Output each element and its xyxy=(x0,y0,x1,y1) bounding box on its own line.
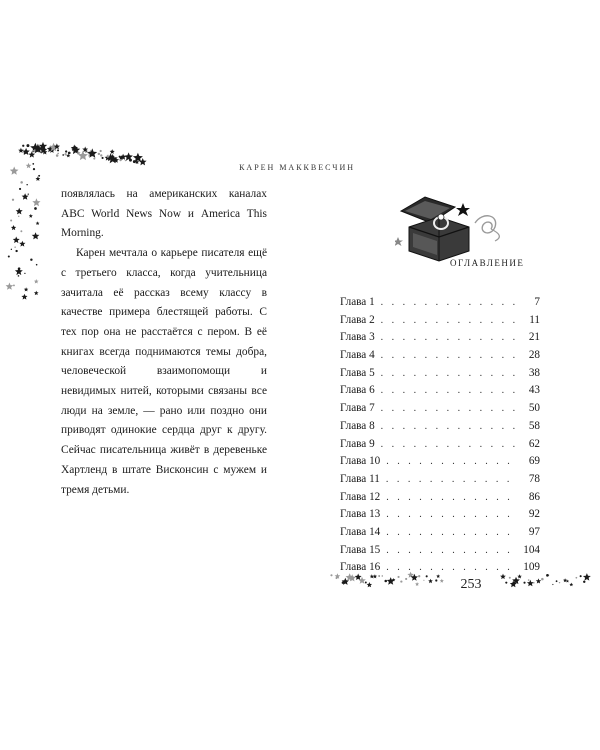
toc-page-number: 62 xyxy=(528,437,540,450)
toc-page-number: 97 xyxy=(528,525,540,538)
toc-chapter-label: Глава 16 xyxy=(340,561,381,574)
toc-page-number: 92 xyxy=(528,508,540,521)
star-icon xyxy=(527,580,534,587)
sparkle-dot xyxy=(400,580,402,582)
toc-chapter-label: Глава 15 xyxy=(340,543,381,556)
toc-chapter-label: Глава 2 xyxy=(340,313,375,326)
sparkle-dot xyxy=(575,577,577,579)
toc-chapter-label: Глава 11 xyxy=(340,472,380,485)
page-number: 253 xyxy=(460,577,482,592)
sparkle-dot xyxy=(505,582,507,584)
toc-page-number: 69 xyxy=(528,455,540,468)
star-icon xyxy=(536,578,541,583)
star-icon xyxy=(373,574,377,578)
sparkle-dot xyxy=(541,578,544,581)
toc-heading: ОГЛАВЛЕНИЕ xyxy=(450,258,525,268)
toc-page-number: 104 xyxy=(523,543,540,556)
sparkle-dot xyxy=(580,575,582,577)
toc-chapter-label: Глава 6 xyxy=(340,384,375,397)
star-icon xyxy=(583,573,591,581)
toc-page-number: 21 xyxy=(528,331,540,344)
toc-chapter-label: Глава 9 xyxy=(340,437,375,450)
star-icon xyxy=(367,582,373,587)
sparkle-dot xyxy=(435,579,437,581)
toc-page-number: 7 xyxy=(534,296,540,308)
star-icon xyxy=(436,574,440,578)
sparkle-dot xyxy=(552,584,553,585)
star-icon xyxy=(428,579,433,583)
sparkle-dot xyxy=(330,574,332,576)
sparkle-dot xyxy=(528,579,530,581)
toc-chapter-label: Глава 3 xyxy=(340,331,375,344)
star-icon xyxy=(355,574,362,581)
sparkle-dot xyxy=(523,582,525,584)
sparkle-dot xyxy=(423,580,424,581)
sparkle-dot xyxy=(397,576,399,578)
star-icon xyxy=(440,579,444,583)
star-icon xyxy=(517,574,522,578)
sparkle-dot xyxy=(426,575,428,577)
toc-page-number: 11 xyxy=(529,313,540,326)
toc-page-number: 86 xyxy=(528,490,540,503)
toc-chapter-label: Глава 4 xyxy=(340,349,375,362)
sparkle-dot xyxy=(583,581,585,583)
toc-page-number: 58 xyxy=(528,419,540,432)
sparkle-dot xyxy=(418,575,420,577)
toc-chapter-label: Глава 10 xyxy=(340,455,381,468)
running-head: КАРЕН МАККВЕСЧИН xyxy=(239,163,355,172)
toc-chapter-label: Глава 5 xyxy=(340,366,375,379)
bio-paragraph-2: Карен мечтала о карьере писателя ещё с третьего класса, когда учительница зачитала её рассказ всему классу в качестве примера блестящей работы. С тех пор она не расстаётся с пером. В её книгах всегда поднимаются темы добра, человеческой взаимопомощи и невидимых нитей, которыми связаны все люди на земле, — рано или поздно они приводят одинокие сердца друг к другу. Сейчас писательница живёт в деревеньке Хартленд в штате Висконсин с мужем и тремя детьми. xyxy=(61,247,267,496)
star-icon xyxy=(563,578,567,582)
toc-chapter-label: Глава 8 xyxy=(340,419,375,432)
toc-page-number: 28 xyxy=(528,349,540,362)
toc-chapter-label: Глава 1 xyxy=(340,296,375,308)
toc-chapter-label: Глава 13 xyxy=(340,508,381,521)
toc-page-number: 109 xyxy=(523,561,540,574)
toc-chapter-label: Глава 12 xyxy=(340,490,381,503)
sparkle-dot xyxy=(384,580,387,583)
star-icon xyxy=(500,574,506,580)
star-icon xyxy=(415,582,419,586)
toc-page-number: 38 xyxy=(528,366,540,379)
sparkle-dot xyxy=(548,575,549,576)
bio-paragraph-1: появлялась на американских каналах ABC World News Now и America This Morning. xyxy=(61,188,267,240)
sparkle-dot xyxy=(405,578,407,580)
sparkle-dot xyxy=(556,580,558,582)
toc-chapter-label: Глава 7 xyxy=(340,402,375,415)
sparkle-dot xyxy=(365,581,367,583)
star-icon xyxy=(569,583,573,587)
sparkle-dot xyxy=(533,582,535,584)
toc-chapter-label: Глава 14 xyxy=(340,525,381,538)
toc-page-number: 78 xyxy=(528,472,540,485)
sparkle-dot xyxy=(559,582,560,583)
sparkle-dot xyxy=(382,575,384,577)
toc-page-number: 50 xyxy=(528,402,540,415)
toc-page-number: 43 xyxy=(528,384,540,397)
sparkle-dot xyxy=(509,577,511,579)
sparkle-dot xyxy=(378,575,379,576)
